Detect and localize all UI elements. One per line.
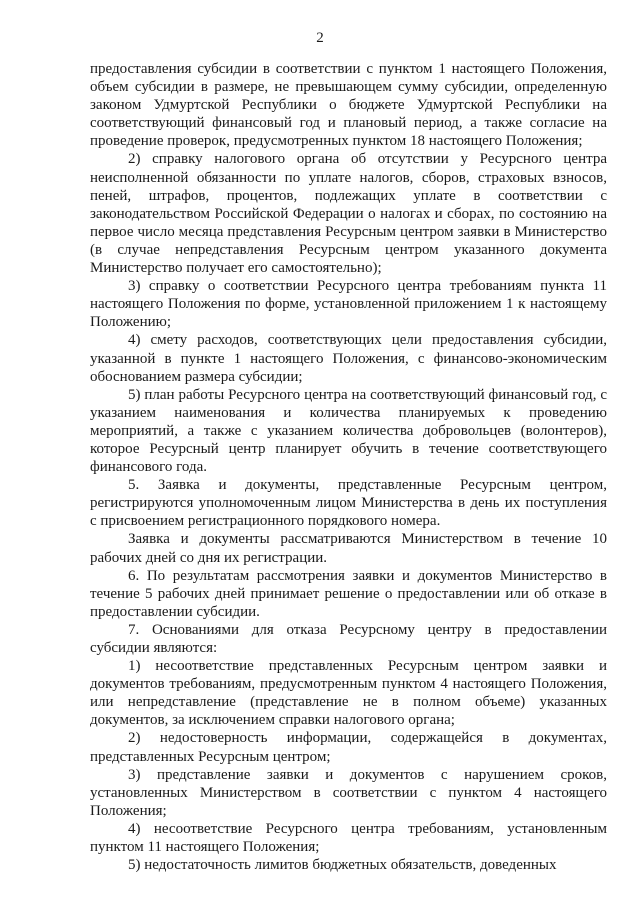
paragraph-13: 4) несоответствие Ресурсного центра требованиям, установленным пунктом 11 настоящего Положения; bbox=[90, 820, 607, 856]
page-number: 2 bbox=[316, 30, 324, 46]
paragraph-3: 3) справку о соответствии Ресурсного центра требованиям пункта 11 настоящего Положения по форме, установленной приложением 1 к настоящему Положению; bbox=[90, 278, 607, 331]
document-body bbox=[90, 60, 607, 874]
paragraph-9: 7. Основаниями для отказа Ресурсному центру в предоставлении субсидии являются: bbox=[90, 621, 607, 656]
paragraph-6: 5. Заявка и документы, представленные Ресурсным центром, регистрируются уполномоченным лицом Министерства в день их поступления с присвоением регистрационного порядкового номера. bbox=[90, 477, 607, 530]
paragraph-1: предоставления субсидии в соответствии с пунктом 1 настоящего Положения, объем субсидии в размере, не превышающем сумму субсидии, определенную законом Удмуртской Республики о бюджете Удмуртской Республики на соответствующий финансовый год и плановый период, а также согласие на проведение проверок, предусмотренных пунктом 18 настоящего Положения; bbox=[90, 61, 607, 150]
paragraph-11: 2) недостоверность информации, содержащейся в документах, представленных Ресурсным центром; bbox=[90, 730, 607, 765]
paragraph-10: 1) несоответствие представленных Ресурсным центром заявки и документов требованиям, предусмотренным пунктом 4 настоящего Положения, или непредставление (представление не в полном объеме) указанных документов, за исключением справки налогового органа; bbox=[90, 658, 607, 729]
paragraph-8: 6. По результатам рассмотрения заявки и документов Министерство в течение 5 рабочих дней принимает решение о предоставлении или об отказе в предоставлении субсидии. bbox=[90, 567, 607, 620]
paragraph-12: 3) представление заявки и документов с нарушением сроков, установленных Министерством в соответствии с пунктом 4 настоящего Положения; bbox=[90, 766, 607, 819]
paragraph-2: 2) справку налогового органа об отсутствии у Ресурсного центра неисполненной обязанности по уплате налогов, сборов, страховых взносов, пеней, штрафов, процентов, подлежащих уплате в соответствии с законодательством Российской Федерации о налогах и сборах, по состоянию на первое число месяца представления Ресурсным центром заявки в Министерство (в случае непредставления Ресурсным центром указанного документа Министерство получает его самостоятельно); bbox=[90, 151, 607, 277]
paragraph-4: 4) смету расходов, соответствующих цели предоставления субсидии, указанной в пункте 1 настоящего Положения, с финансово-экономическим обоснованием размера субсидии; bbox=[90, 332, 607, 385]
paragraph-7: Заявка и документы рассматриваются Министерством в течение 10 рабочих дней со дня их регистрации. bbox=[90, 531, 607, 566]
paragraph-14: 5) недостаточность лимитов бюджетных обязательств, доведенных bbox=[128, 857, 557, 874]
paragraph-5: 5) план работы Ресурсного центра на соответствующий финансовый год, с указанием наименования и количества планируемых к проведению мероприятий, а также с указанием количества добровольцев (волонтеров), которое Ресурсный центр планирует обучить в течение соответствующего финансового года. bbox=[90, 386, 607, 476]
